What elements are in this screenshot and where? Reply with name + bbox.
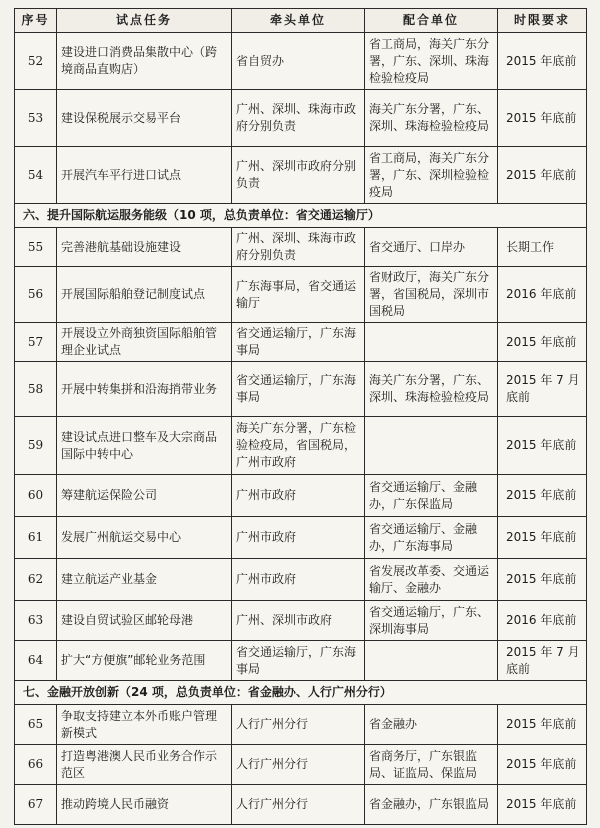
table-row (15, 147, 587, 204)
row-task: 争取支持建立本外币账户管理新模式 (57, 705, 232, 745)
table-row (15, 785, 587, 825)
row-no: 58 (15, 362, 57, 417)
row-no: 65 (15, 705, 57, 745)
row-lead: 省交通运输厅，广东海事局 (232, 362, 365, 417)
row-no: 62 (15, 559, 57, 601)
row-task: 扩大“方便旗”邮轮业务范围 (57, 641, 232, 681)
row-deadline: 2015 年底前 (498, 705, 587, 745)
row-task: 开展国际船舶登记制度试点 (57, 267, 232, 323)
row-coop: 省金融办 (365, 705, 498, 745)
row-lead: 人行广州分行 (232, 785, 365, 825)
row-lead: 广州市政府 (232, 559, 365, 601)
table-row (15, 745, 587, 785)
row-no: 53 (15, 90, 57, 147)
row-coop: 省交通运输厅、金融办，广东海事局 (365, 517, 498, 559)
table-row (15, 90, 587, 147)
row-no: 61 (15, 517, 57, 559)
row-no: 59 (15, 417, 57, 475)
row-deadline: 2015 年底前 (498, 745, 587, 785)
row-coop (365, 641, 498, 681)
row-task: 开展汽车平行进口试点 (57, 147, 232, 204)
row-no: 64 (15, 641, 57, 681)
table-row (15, 267, 587, 323)
row-task: 发展广州航运交易中心 (57, 517, 232, 559)
row-coop: 海关广东分署，广东、深圳、珠海检验检疫局 (365, 90, 498, 147)
table-row (15, 323, 587, 362)
row-no: 55 (15, 228, 57, 267)
row-deadline: 2015 年 7 月底前 (498, 362, 587, 417)
row-lead: 广州、深圳、珠海市政府分别负责 (232, 228, 365, 267)
row-coop: 海关广东分署，广东、深圳、珠海检验检疫局 (365, 362, 498, 417)
row-no: 60 (15, 475, 57, 517)
row-coop: 省工商局，海关广东分署，广东、深圳、珠海检验检疫局 (365, 33, 498, 90)
row-lead: 广州、深圳市政府分别负责 (232, 147, 365, 204)
row-no: 54 (15, 147, 57, 204)
row-lead: 人行广州分行 (232, 705, 365, 745)
header-task: 试点任务 (57, 9, 232, 33)
row-deadline: 2015 年底前 (498, 417, 587, 475)
row-deadline: 2016 年底前 (498, 601, 587, 641)
row-lead: 省交通运输厅，广东海事局 (232, 641, 365, 681)
table-row (15, 228, 587, 267)
header-deadline: 时限要求 (498, 9, 587, 33)
row-no: 52 (15, 33, 57, 90)
row-task: 建设自贸试验区邮轮母港 (57, 601, 232, 641)
row-coop (365, 323, 498, 362)
table-row (15, 475, 587, 517)
header-row (15, 9, 587, 33)
row-lead: 省交通运输厅，广东海事局 (232, 323, 365, 362)
row-lead: 海关广东分署，广东检验检疫局，省国税局，广州市政府 (232, 417, 365, 475)
row-lead: 广东海事局，省交通运输厅 (232, 267, 365, 323)
row-deadline: 2015 年底前 (498, 475, 587, 517)
row-coop: 省工商局，海关广东分署，广东、深圳检验检疫局 (365, 147, 498, 204)
row-task: 建设进口消费品集散中心（跨境商品直购店） (57, 33, 232, 90)
row-no: 67 (15, 785, 57, 825)
row-deadline: 2015 年底前 (498, 517, 587, 559)
row-coop (365, 417, 498, 475)
table-row (15, 33, 587, 90)
row-task: 开展设立外商独资国际船舶管理企业试点 (57, 323, 232, 362)
row-coop: 省发展改革委、交通运输厅、金融办 (365, 559, 498, 601)
row-task: 推动跨境人民币融资 (57, 785, 232, 825)
table-row (15, 601, 587, 641)
header-lead: 牵头单位 (232, 9, 365, 33)
row-coop: 省金融办，广东银监局 (365, 785, 498, 825)
row-deadline: 2015 年 7 月底前 (498, 641, 587, 681)
row-task: 建立航运产业基金 (57, 559, 232, 601)
row-task: 建设试点进口整车及大宗商品国际中转中心 (57, 417, 232, 475)
row-no: 66 (15, 745, 57, 785)
row-task: 筹建航运保险公司 (57, 475, 232, 517)
row-no: 56 (15, 267, 57, 323)
header-no: 序号 (15, 9, 57, 33)
row-deadline: 2015 年底前 (498, 90, 587, 147)
row-deadline: 2015 年底前 (498, 559, 587, 601)
section-title: 六、提升国际航运服务能级（10 项，总负责单位：省交通运输厅） (15, 204, 587, 228)
header-coop: 配合单位 (365, 9, 498, 33)
row-deadline: 2016 年底前 (498, 267, 587, 323)
row-lead: 广州市政府 (232, 475, 365, 517)
row-task: 建设保税展示交易平台 (57, 90, 232, 147)
row-no: 57 (15, 323, 57, 362)
section-row (15, 204, 587, 228)
row-lead: 广州、深圳、珠海市政府分别负责 (232, 90, 365, 147)
row-lead: 广州、深圳市政府 (232, 601, 365, 641)
row-deadline: 2015 年底前 (498, 323, 587, 362)
row-coop: 省交通运输厅、金融办，广东保监局 (365, 475, 498, 517)
row-coop: 省交通运输厅，广东、深圳海事局 (365, 601, 498, 641)
table-row (15, 362, 587, 417)
row-lead: 省自贸办 (232, 33, 365, 90)
section-row (15, 681, 587, 705)
table-row (15, 705, 587, 745)
row-task: 开展中转集拼和沿海捎带业务 (57, 362, 232, 417)
row-coop: 省商务厅，广东银监局、证监局、保监局 (365, 745, 498, 785)
table-row (15, 559, 587, 601)
row-coop: 省交通厅、口岸办 (365, 228, 498, 267)
row-deadline: 2015 年底前 (498, 785, 587, 825)
row-deadline: 2015 年底前 (498, 147, 587, 204)
row-task: 打造粤港澳人民币业务合作示范区 (57, 745, 232, 785)
table-row (15, 417, 587, 475)
row-lead: 人行广州分行 (232, 745, 365, 785)
row-lead: 广州市政府 (232, 517, 365, 559)
table-row (15, 641, 587, 681)
task-table (14, 8, 587, 825)
row-coop: 省财政厅，海关广东分署，省国税局，深圳市国税局 (365, 267, 498, 323)
section-title: 七、金融开放创新（24 项，总负责单位：省金融办、人行广州分行） (15, 681, 587, 705)
row-task: 完善港航基础设施建设 (57, 228, 232, 267)
row-no: 63 (15, 601, 57, 641)
row-deadline: 长期工作 (498, 228, 587, 267)
row-deadline: 2015 年底前 (498, 33, 587, 90)
table-row (15, 517, 587, 559)
